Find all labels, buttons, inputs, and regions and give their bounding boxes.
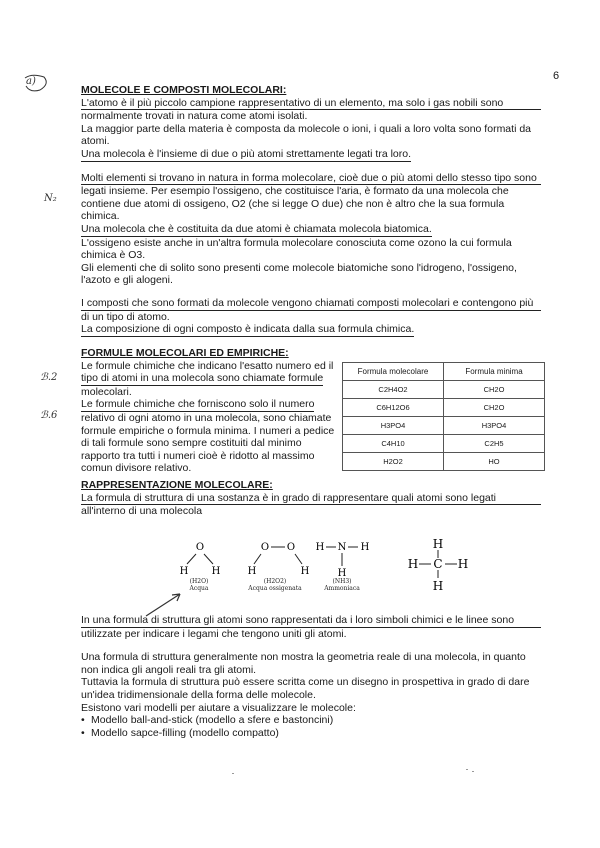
paragraph-line: Molti elementi si trovano in natura in forma molecolare, cioè due o più atomi dello stesso tipo sono	[81, 172, 541, 186]
paragraph-line: normalmente trovati in natura come atomi isolati.	[81, 110, 308, 123]
paragraph-line: La composizione di ogni composto è indicata dalla sua formula chimica.	[81, 323, 415, 336]
section-title-formule: FORMULE MOLECOLARI ED EMPIRICHE:	[81, 347, 289, 359]
bond-line	[187, 554, 196, 564]
ammonia-structure	[316, 542, 370, 579]
paragraph-line: l'azoto e gli alogeni.	[81, 274, 173, 287]
paragraph-line: I composti che sono formati da molecole vengono chiamati composti molecolari e contengono più	[81, 297, 541, 311]
atom-label: H	[407, 557, 419, 571]
paragraph-line: Una formula di struttura generalmente non mostra la geometria reale di una molecola, in quanto	[81, 651, 526, 664]
list-item: • Modello ball-and-stick (modello a sfere e bastoncini)	[81, 714, 541, 727]
section-rappresentazione-body	[81, 614, 541, 739]
table-cell: H3PO4	[343, 417, 444, 435]
paragraph-line: formule empiriche o formula minima. I numeri a pedice	[81, 424, 335, 437]
paragraph-line: Le formule chimiche che forniscono solo il numero	[81, 398, 315, 411]
margin-note-1: ℬ.2	[40, 372, 58, 383]
paragraph-line: molecolari.	[81, 385, 132, 398]
list-item: • Modello sapce-filling (modello compatto)	[81, 727, 541, 740]
paragraph-line: un'idea tridimensionale della forma delle molecole.	[81, 688, 316, 701]
paragraph-line: tipo di atomi in una molecola sono chiamate formule	[81, 372, 324, 385]
table-header: Formula minima	[444, 363, 545, 381]
paragraph-line: legati insieme. Per esempio l'ossigeno, che costituisce l'aria, è formato da una molecola che	[81, 185, 509, 198]
table-cell: CH2O	[444, 381, 545, 399]
paragraph-line: L'atomo è il più piccolo campione rappresentativo di un elemento, ma solo i gas nobili sono	[81, 97, 541, 111]
table-cell: H2O2	[343, 453, 444, 471]
section-title-molecole: MOLECOLE E COMPOSTI MOLECOLARI:	[81, 84, 287, 96]
atom-label: H	[457, 557, 469, 571]
formulas-table	[342, 362, 545, 471]
paragraph-line: utilizzate per indicare i legami che tengono uniti gli atomi.	[81, 627, 347, 640]
paragraph-line: non indica gli angoli reali tra gli atomi.	[81, 663, 257, 676]
atom-label: H	[432, 537, 444, 551]
atom-label: O	[195, 542, 205, 553]
peroxide-structure	[248, 542, 310, 577]
atom-label: H	[315, 542, 325, 553]
formulas-table-wrapper	[342, 362, 545, 471]
water-structure	[180, 542, 221, 577]
bond-line	[295, 554, 302, 564]
table-cell: H3PO4	[444, 417, 545, 435]
paragraph-line: Una molecola è l'insieme di due o più atomi strettamente legati tra loro.	[81, 147, 412, 160]
paragraph-line: Gli elementi che di solito sono presenti come molecole biatomiche sono l'idrogeno, l'ossigeno,	[81, 261, 517, 274]
section-rappresentazione	[81, 479, 541, 518]
page-number: 6	[553, 70, 560, 82]
molecule-formula: (H2O)	[189, 578, 209, 585]
molecule-name: Acqua	[189, 585, 209, 592]
atom-label: O	[260, 542, 270, 553]
structural-formulas-figure	[170, 530, 480, 605]
molecule-caption	[245, 578, 305, 592]
paragraph-line: contiene due atomi di ossigeno, O2 (che si legge O due) che non è altro che la sua formula	[81, 197, 505, 210]
scan-speck	[466, 769, 468, 770]
atom-label: C	[433, 557, 443, 571]
table-cell: C6H12O6	[343, 399, 444, 417]
table-header: Formula molecolare	[343, 363, 444, 381]
scan-speck	[472, 771, 474, 772]
paragraph-line: Tuttavia la formula di struttura può essere scritta come un disegno in prospettiva in grado di dare	[81, 676, 530, 689]
table-row	[343, 435, 545, 453]
paragraph-line: all'interno di una molecola	[81, 505, 203, 518]
paragraph-line: chimica è O3.	[81, 249, 146, 262]
paragraph-line: comun divisore relativo.	[81, 462, 192, 475]
atom-label: H	[337, 568, 347, 579]
paragraph-line: atomi.	[81, 135, 110, 148]
atom-label: H	[300, 566, 310, 577]
paragraph-line: L'ossigeno esiste anche in un'altra formula molecolare conosciuta come ozono la cui formula	[81, 236, 512, 249]
paragraph-line: Esistono vari modelli per aiutare a visualizzare le molecole:	[81, 701, 356, 714]
molecule-caption	[322, 578, 362, 592]
molecule-name: Ammoniaca	[324, 585, 360, 592]
paragraph-line: Una molecola che è costituita da due atomi è chiamata molecola biatomica.	[81, 222, 432, 235]
methane-structure	[408, 537, 468, 593]
scan-speck	[232, 773, 234, 774]
atom-label: H	[360, 542, 370, 553]
section-title-rappresentazione: RAPPRESENTAZIONE MOLECOLARE:	[81, 479, 273, 491]
section-molecole	[81, 84, 541, 337]
table-cell: C4H10	[343, 435, 444, 453]
atom-label: H	[179, 566, 189, 577]
paragraph-line: chimica.	[81, 210, 120, 223]
bond-line	[254, 554, 261, 564]
molecule-formula: (H2O2)	[263, 578, 287, 585]
margin-circle-annotation	[22, 72, 50, 94]
atom-label: N	[337, 542, 347, 553]
table-row	[343, 399, 545, 417]
atom-label: H	[211, 566, 221, 577]
paragraph-line: In una formula di struttura gli atomi sono rappresentati da i loro simboli chimici e le linee sono	[81, 614, 541, 628]
table-cell: C2H5	[444, 435, 545, 453]
margin-note-a: a)	[26, 76, 36, 87]
bond-line	[204, 554, 213, 564]
table-cell: HO	[444, 453, 545, 471]
margin-note-2: ℬ.6	[40, 410, 58, 421]
margin-note-n2: N₂	[44, 193, 57, 204]
paragraph-line: relativo di ogni atomo in una molecola, sono chiamate	[81, 411, 332, 424]
paragraph-line: Le formule chimiche che indicano l'esatto numero ed il	[81, 359, 334, 372]
table-row	[343, 453, 545, 471]
atom-label: O	[286, 542, 296, 553]
table-cell: CH2O	[444, 399, 545, 417]
table-cell: C2H4O2	[343, 381, 444, 399]
paragraph-line: di un tipo di atomo.	[81, 310, 170, 323]
molecule-formula: (NH3)	[332, 578, 352, 585]
table-row	[343, 381, 545, 399]
section-formule	[81, 347, 341, 475]
paragraph-line: di tali formule sono sempre costituiti dal minimo	[81, 437, 302, 450]
paragraph-line: La maggior parte della materia è composta da molecole o ioni, i quali a loro volta sono formati da	[81, 122, 531, 135]
atom-label: H	[432, 579, 444, 593]
paragraph-line: La formula di struttura di una sostanza è in grado di rappresentare quali atomi sono legati	[81, 492, 541, 506]
atom-label: H	[247, 566, 257, 577]
molecule-name: Acqua ossigenata	[248, 585, 302, 592]
table-row	[343, 417, 545, 435]
paragraph-line: rapporto tra tutti i numeri cioè è ridotto al massimo	[81, 449, 315, 462]
